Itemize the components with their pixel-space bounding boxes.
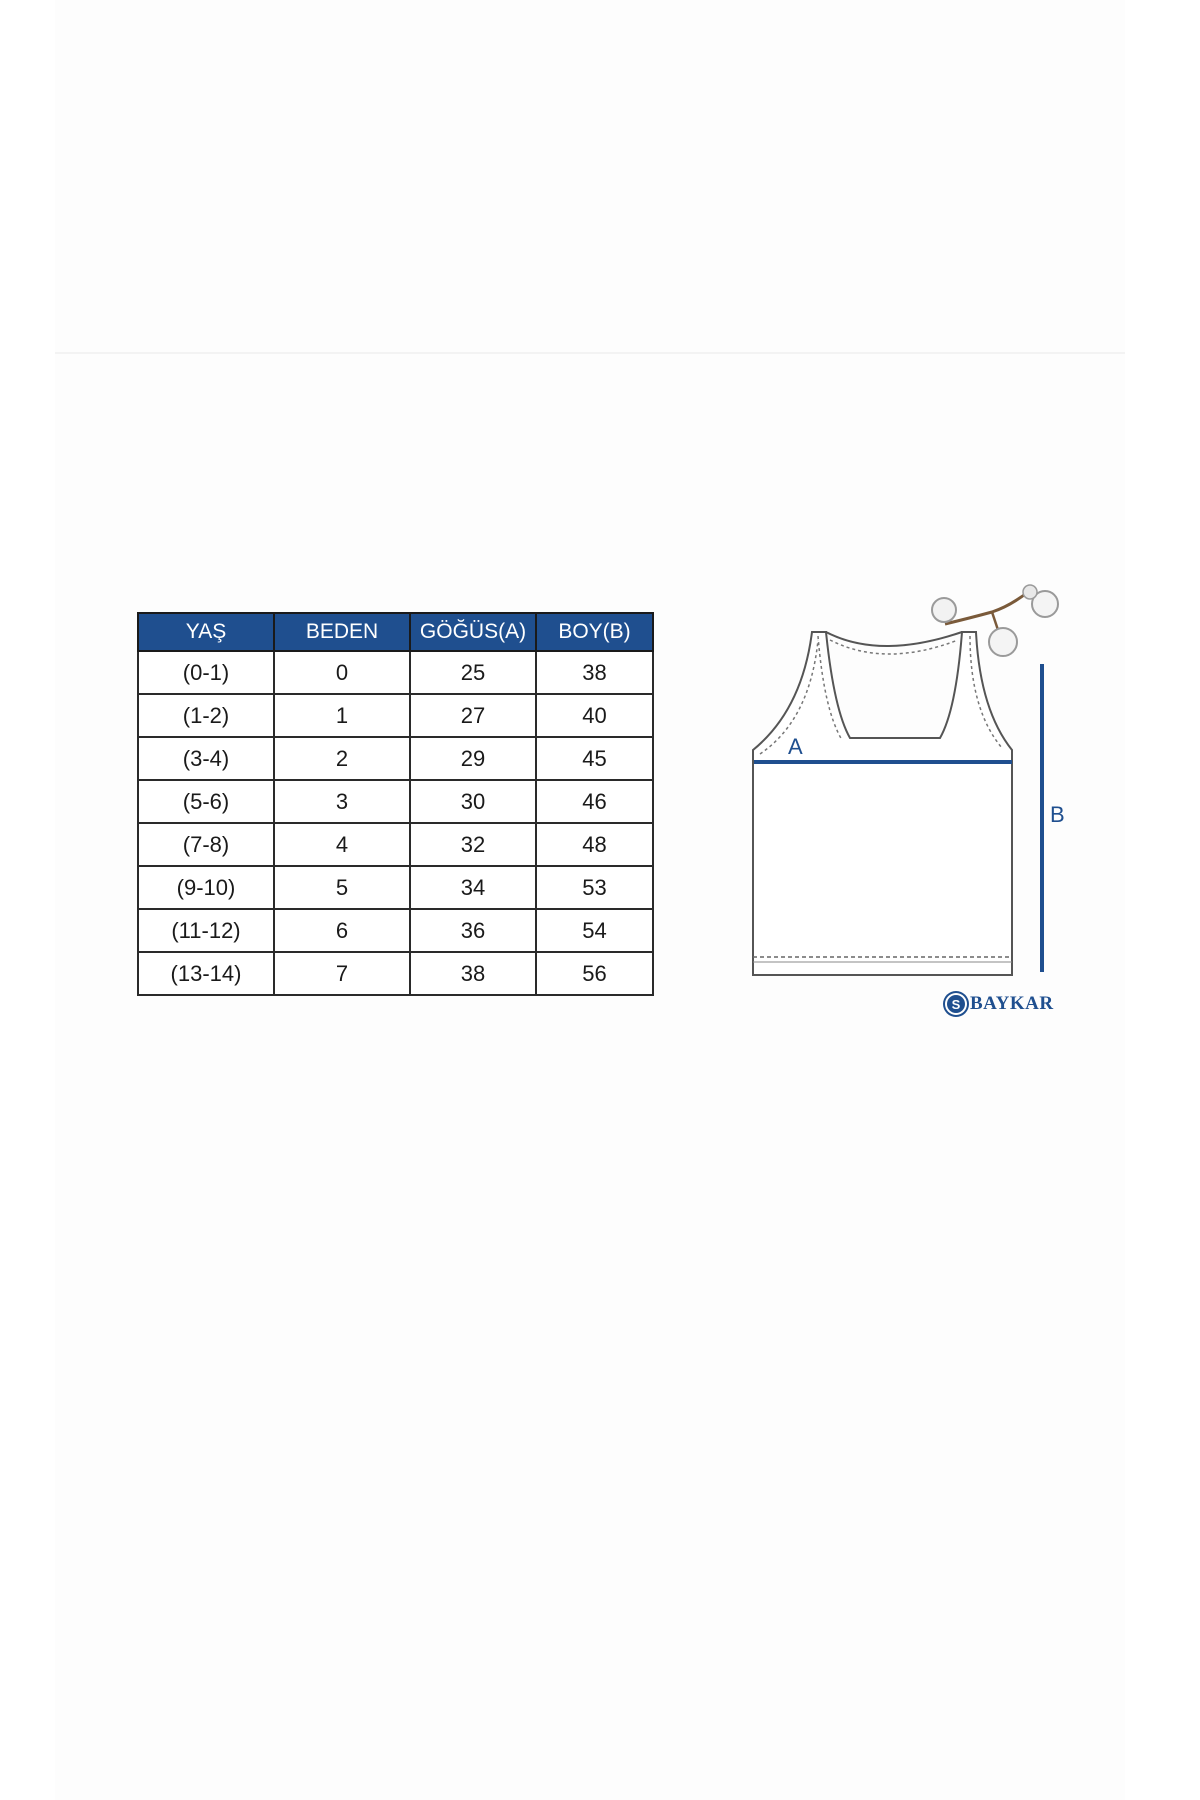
- cotton-branch-icon: [932, 585, 1058, 656]
- cell-size: 5: [274, 866, 410, 909]
- cell-age: (13-14): [138, 952, 274, 995]
- size-chart-table: [137, 612, 654, 996]
- cell-length: 54: [536, 909, 653, 952]
- cell-age: (1-2): [138, 694, 274, 737]
- brand-name: BAYKAR: [970, 993, 1054, 1014]
- header-length: BOY(B): [536, 613, 653, 651]
- label-b: B: [1050, 802, 1065, 827]
- header-chest: GÖĞÜS(A): [410, 613, 536, 651]
- cell-length: 53: [536, 866, 653, 909]
- cell-length: 46: [536, 780, 653, 823]
- tank-top-diagram: [730, 570, 1070, 1030]
- table-row: [138, 866, 653, 909]
- cell-size: 3: [274, 780, 410, 823]
- cell-chest: 36: [410, 909, 536, 952]
- cell-age: (3-4): [138, 737, 274, 780]
- cell-size: 7: [274, 952, 410, 995]
- panel-divider: [55, 352, 1125, 354]
- cell-size: 6: [274, 909, 410, 952]
- cell-age: (5-6): [138, 780, 274, 823]
- cell-chest: 38: [410, 952, 536, 995]
- table-row: [138, 823, 653, 866]
- table-row: [138, 651, 653, 694]
- table-row: [138, 694, 653, 737]
- cell-chest: 27: [410, 694, 536, 737]
- cell-chest: 30: [410, 780, 536, 823]
- cell-length: 38: [536, 651, 653, 694]
- cell-chest: 25: [410, 651, 536, 694]
- cell-size: 1: [274, 694, 410, 737]
- table-row: [138, 780, 653, 823]
- cell-length: 45: [536, 737, 653, 780]
- cell-chest: 29: [410, 737, 536, 780]
- table-header-row: [138, 613, 653, 651]
- cell-chest: 32: [410, 823, 536, 866]
- cell-chest: 34: [410, 866, 536, 909]
- label-a: A: [788, 734, 803, 759]
- cell-length: 48: [536, 823, 653, 866]
- header-age: YAŞ: [138, 613, 274, 651]
- brand-logo: [945, 993, 1054, 1015]
- cell-age: (7-8): [138, 823, 274, 866]
- cell-age: (0-1): [138, 651, 274, 694]
- cell-size: 2: [274, 737, 410, 780]
- cell-age: (9-10): [138, 866, 274, 909]
- cell-size: 0: [274, 651, 410, 694]
- cell-age: (11-12): [138, 909, 274, 952]
- table-row: [138, 909, 653, 952]
- header-size: BEDEN: [274, 613, 410, 651]
- table-row: [138, 952, 653, 995]
- brand-mark-icon: S: [945, 993, 967, 1015]
- table-row: [138, 737, 653, 780]
- tank-top-outline: [730, 570, 1070, 1030]
- cell-size: 4: [274, 823, 410, 866]
- cell-length: 56: [536, 952, 653, 995]
- cell-length: 40: [536, 694, 653, 737]
